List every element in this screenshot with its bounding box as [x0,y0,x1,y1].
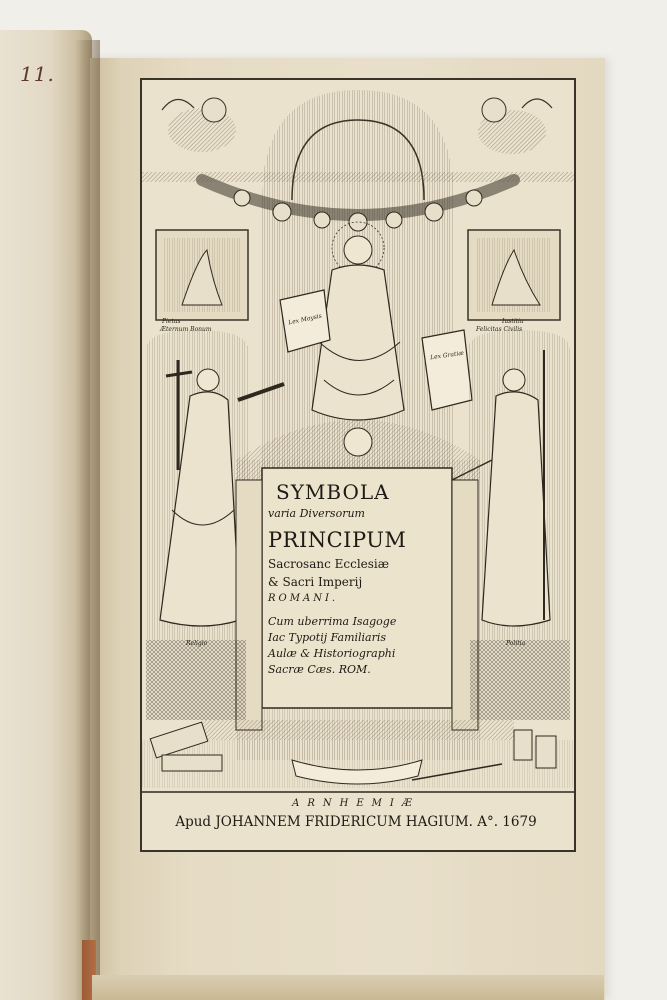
caption-right-lower: Politia [506,640,526,647]
title-principum: PRINCIPUM [268,528,407,552]
title-line-4: Sacrosanc Ecclesiæ [268,557,390,571]
caption-right-upper: Iustitia [502,318,524,325]
caption-right-upper-sub: Felicitas Civilis [476,326,523,333]
handwritten-note: 11. [20,62,55,86]
title-line-10: Sacræ Cæs. ROM. [268,663,371,676]
title-line-5: & Sacri Imperij [268,575,363,589]
caption-book-right: Lex Gratiæ [429,349,465,362]
right-pedestal [470,640,570,720]
cartouche-cherub-head [344,428,372,456]
page-bottom-edge [92,975,604,1000]
imprint-block [140,790,572,846]
title-line-8: Iac Typotij Familiaris [268,631,387,644]
title-line-6: ROMANI. [268,593,339,604]
imprint-publisher: Apud JOHANNEM FRIDERICUM HAGIUM. A°. 1679 [175,814,537,830]
engraving-illustration [142,80,574,850]
engraved-frontispiece [140,78,576,852]
caption-left-upper: Pietas [162,318,181,325]
left-pedestal [146,640,246,720]
spine-shadow [74,40,100,1000]
imprint-city: ARNHEMIÆ [292,798,420,809]
title-line-7: Cum uberrima Isagoge [268,615,397,628]
caption-book-left: Lex Moysis [287,312,323,327]
title-text-block [262,468,444,698]
title-line-2: varia Diversorum [268,507,365,520]
title-symbola: SYMBOLA [276,480,390,504]
caption-left-upper-sub: Æternum Bonum [160,326,212,333]
title-line-9: Aulæ & Historiographi [268,647,396,660]
caption-left-lower: Religio [186,640,208,647]
